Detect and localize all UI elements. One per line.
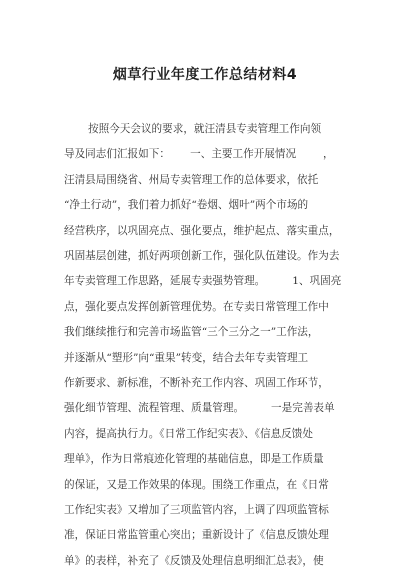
- body-line: 年专卖管理工作思路，延展专卖强势管理。 1、巩固亮: [64, 275, 342, 288]
- body-line: 我们继续推行和完善市场监管“三个三分之一”工作法，: [64, 326, 319, 339]
- body-line: 准，保证日常监管重心突出；重新设计了《信息反馈处理: [64, 529, 329, 542]
- body-line: 的保证，又是工作效果的体现。围绕工作重点，在《日常: [64, 478, 329, 491]
- body-line: 强化细节管理、流程管理、质量管理。 一是完善表单: [64, 402, 335, 415]
- body-line: “净土行动”，我们着力抓好“卷烟、烟叶”两个市场的: [64, 199, 309, 212]
- body-line: 巩固基层创建，抓好两项创新工作，强化队伍建设。作为去: [64, 250, 340, 262]
- body-line: 内容，提高执行力。《日常工作纪实表》、《信息反馈处: [64, 427, 313, 440]
- body-line: 理单》，作为日常痕迹化管理的基础信息，即是工作质量: [64, 453, 324, 466]
- body-line: 按照今天会议的要求，就汪清县专卖管理工作向领: [88, 123, 322, 135]
- body-line: 并逐渐从“塑形”向“重果”转变，结合去年专卖管理工: [64, 351, 309, 364]
- document-title: 烟草行业年度工作总结材料4: [112, 67, 298, 83]
- body-line: 单》的表样，补充了《反馈及处理信息明细汇总表》，使: [64, 554, 324, 567]
- body-line: 作新要求、新标准，不断补充工作内容、巩固工作环节，: [64, 377, 329, 389]
- body-line: 导及同志们汇报如下： 一、主要工作开展情况 ，: [64, 148, 334, 161]
- body-line: 点，强化要点发挥创新管理优势。在专卖日常管理工作中: [64, 300, 329, 313]
- body-line: 工作纪实表》又增加了三项监管内容，上调了四项监管标: [64, 504, 329, 516]
- body-line: 经营秩序，以巩固亮点、强化要点，维护起点、落实重点，: [64, 224, 340, 237]
- body-line: 汪清县局围绕省、州局专卖管理工作的总体要求，依托: [64, 173, 319, 186]
